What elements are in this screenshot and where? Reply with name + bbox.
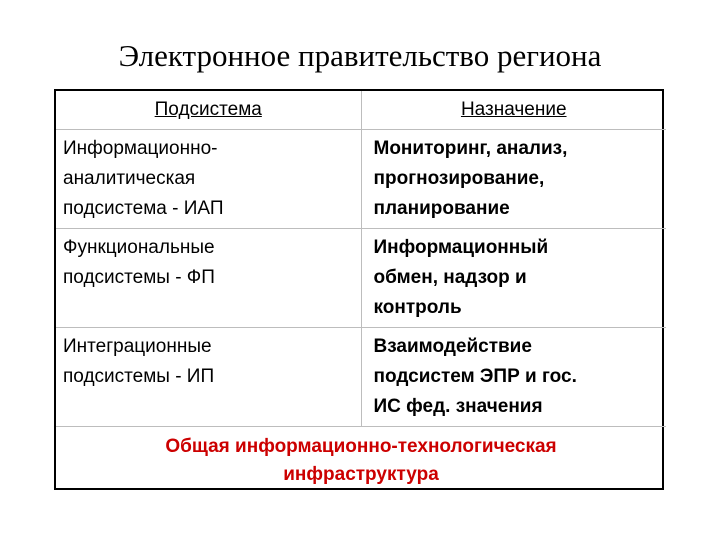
cell-line: Интеграционные	[63, 335, 212, 357]
subsystems-table-frame	[54, 89, 664, 490]
infrastructure-line: Общая информационно-технологическая	[165, 435, 557, 457]
table-row	[56, 327, 666, 426]
cell-line: подсистемы - ФП	[63, 266, 215, 288]
cell-line: подсистем ЭПР и гос.	[373, 365, 577, 387]
row3-purpose	[361, 327, 666, 426]
cell-line: аналитическая	[63, 167, 196, 189]
header-purpose-label: Назначение	[460, 98, 567, 120]
header-purpose	[361, 91, 666, 129]
slide-title: Электронное правительство региона	[118, 38, 602, 73]
infrastructure-cell	[56, 426, 666, 489]
cell-line: планирование	[373, 197, 510, 219]
cell-line: контроль	[373, 296, 462, 318]
cell-line: ИС фед. значения	[373, 395, 543, 417]
table-row	[56, 129, 666, 228]
table-header-row	[56, 91, 666, 129]
row1-subsystem	[56, 129, 361, 228]
cell-line: Взаимодействие	[373, 335, 532, 357]
cell-line: Функциональные	[63, 236, 215, 258]
cell-line: прогнозирование,	[373, 167, 545, 189]
row2-purpose	[361, 228, 666, 327]
subsystems-table	[56, 91, 666, 489]
cell-line: Информационно-	[63, 137, 218, 159]
row3-subsystem	[56, 327, 361, 426]
infrastructure-row	[56, 426, 666, 489]
cell-line: Мониторинг, анализ,	[373, 137, 568, 159]
cell-line: подсистемы - ИП	[63, 365, 215, 387]
row1-purpose	[361, 129, 666, 228]
cell-line: обмен, надзор и	[373, 266, 527, 288]
cell-line: Информационный	[373, 236, 549, 258]
header-subsystem: Подсистема	[56, 91, 361, 129]
table-row	[56, 228, 666, 327]
infrastructure-line: инфраструктура	[283, 463, 439, 485]
cell-line: подсистема - ИАП	[63, 197, 224, 219]
row2-subsystem	[56, 228, 361, 327]
